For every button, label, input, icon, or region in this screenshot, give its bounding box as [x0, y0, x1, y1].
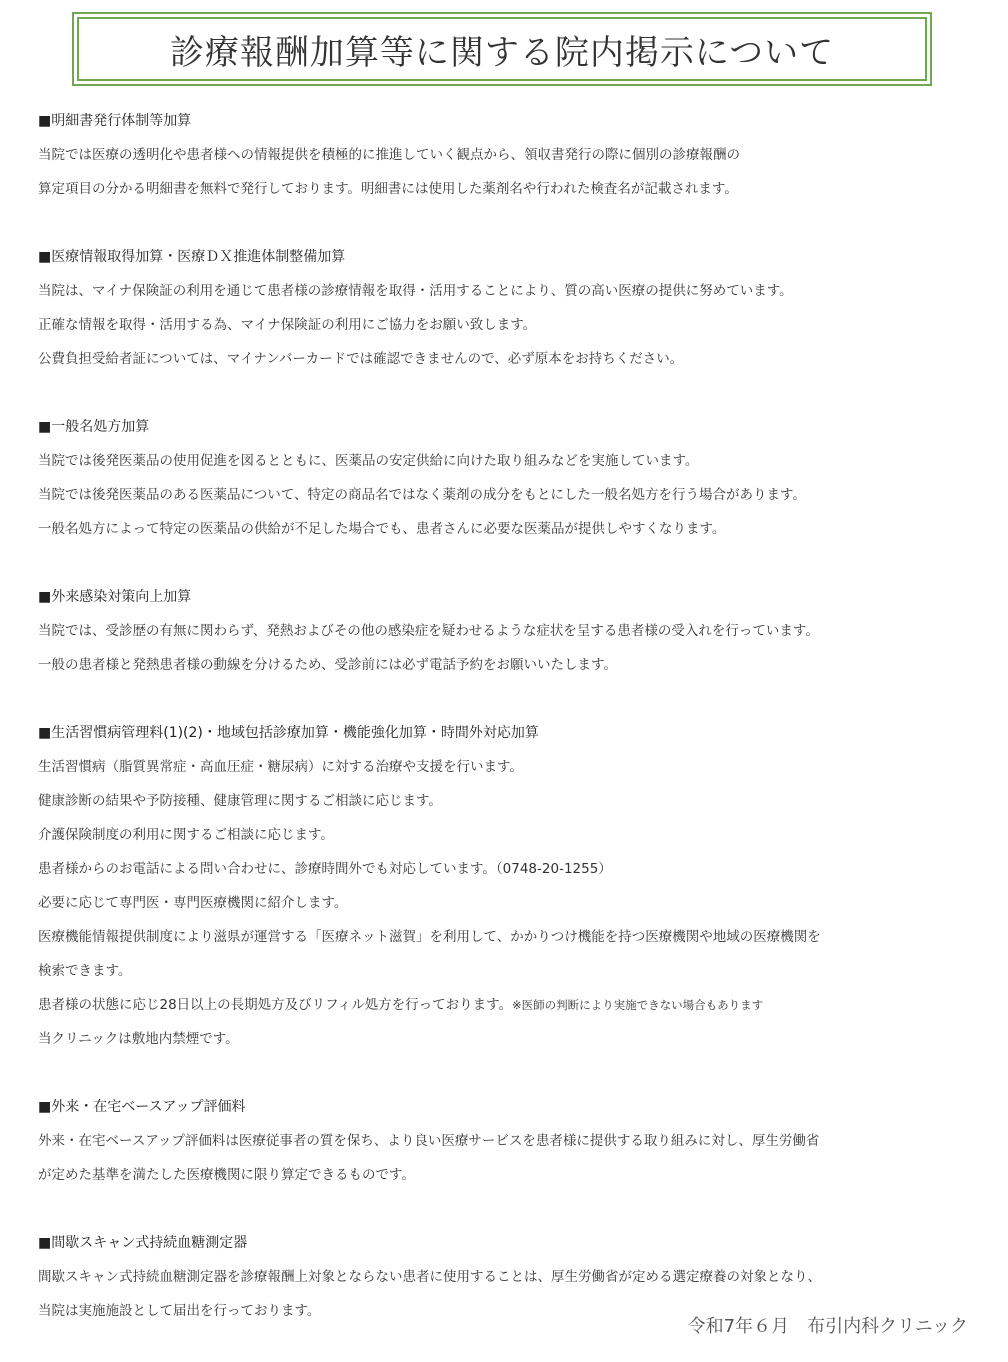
section-ippanmei — [38, 410, 978, 546]
body-line: 公費負担受給者証については、マイナンバーカードでは確認できませんので、必ず原本をお持ちください。 — [38, 351, 684, 367]
body-line: 当クリニックは敷地内禁煙です。 — [38, 1031, 239, 1047]
body-line-text: 患者様の状態に応じ28日以上の長期処方及びリフィル処方を行っております。 — [38, 997, 513, 1013]
body-line: 健康診断の結果や予防接種、健康管理に関するご相談に応じます。 — [38, 793, 442, 809]
body-line: 検索できます。 — [38, 963, 132, 979]
body-line: 算定項目の分かる明細書を無料で発行しております。明細書には使用した薬剤名や行われた検査名が記載されます。 — [38, 181, 738, 197]
body-line: 当院は、マイナ保険証の利用を通じて患者様の診療情報を取得・活用することにより、質の高い医療の提供に努めています。 — [38, 283, 793, 299]
body-line: 患者様からのお電話による問い合わせに、診療時間外でも対応しています。（0748-20-1255） — [38, 861, 612, 877]
body-line: 当院では後発医薬品のある医薬品について、特定の商品名ではなく薬剤の成分をもとにした一般名処方を行う場合があります。 — [38, 487, 806, 503]
body-line: 一般の患者様と発熱患者様の動線を分けるため、受診前には必ず電話予約をお願いいたします。 — [38, 657, 617, 673]
footer-date-clinic: 令和7年６月 布引内科クリニック — [687, 1316, 968, 1337]
section-iryo-joho — [38, 240, 978, 376]
body-line: 当院では後発医薬品の使用促進を図るとともに、医薬品の安定供給に向けた取り組みなどを実施しています。 — [38, 453, 699, 469]
body-line: 正確な情報を取得・活用する為、マイナ保険証の利用にご協力をお願い致します。 — [38, 317, 537, 333]
page-title: 診療報酬加算等に関する院内掲示について — [169, 32, 835, 73]
body-line: 必要に応じて専門医・専門医療機関に紹介します。 — [38, 895, 348, 911]
notice-content — [38, 104, 978, 1362]
section-base-up — [38, 1090, 978, 1192]
section-heading: ■一般名処方加算 — [38, 419, 150, 435]
body-line: が定めた基準を満たした医療機関に限り算定できるものです。 — [38, 1167, 415, 1183]
body-line: 当院は実施施設として届出を行っております。 — [38, 1303, 321, 1319]
body-line: 医療機能情報提供制度により滋県が運営する「医療ネット滋賀」を利用して、かかりつけ機能を持つ医療機関や地域の医療機関を — [38, 929, 821, 945]
section-heading: ■生活習慣病管理料(1)(2)・地域包括診療加算・機能強化加算・時間外対応加算 — [38, 725, 539, 741]
section-seikatsu-shukanbyo — [38, 716, 978, 1056]
doctor-judgment-note: ※医師の判断により実施できない場合もあります — [512, 998, 764, 1012]
title-inner-frame — [77, 17, 927, 81]
body-line: 介護保険制度の利用に関するご相談に応じます。 — [38, 827, 334, 843]
body-line: 当院では、受診歴の有無に関わらず、発熱およびその他の感染症を疑わせるような症状を呈する患者様の受入れを行っています。 — [38, 623, 819, 639]
section-heading: ■医療情報取得加算・医療ＤＸ推進体制整備加算 — [38, 249, 346, 265]
body-line: 当院では医療の透明化や患者様への情報提供を積極的に推進していく観点から、領収書発行の際に個別の診療報酬の — [38, 147, 740, 163]
section-heading: ■間歇スキャン式持続血糖測定器 — [38, 1235, 248, 1251]
section-heading: ■明細書発行体制等加算 — [38, 113, 192, 129]
body-line: 生活習慣病（脂質異常症・高血圧症・糖尿病）に対する治療や支援を行います。 — [38, 759, 523, 775]
section-meisaisho — [38, 104, 978, 206]
title-frame — [72, 12, 932, 86]
section-kansen-taisaku — [38, 580, 978, 682]
body-line: 間歇スキャン式持続血糖測定器を診療報酬上対象とならない患者に使用することは、厚生労働省が定める選定療養の対象となり、 — [38, 1269, 821, 1285]
section-heading: ■外来感染対策向上加算 — [38, 589, 192, 605]
body-line: 外来・在宅ベースアップ評価料は医療従事者の質を保ち、より良い医療サービスを患者様に提供する取り組みに対し、厚生労働省 — [38, 1133, 820, 1149]
body-line: 一般名処方によって特定の医薬品の供給が不足した場合でも、患者さんに必要な医薬品が提供しやすくなります。 — [38, 521, 726, 537]
section-heading: ■外来・在宅ベースアップ評価料 — [38, 1099, 246, 1115]
body-line — [38, 988, 978, 1022]
